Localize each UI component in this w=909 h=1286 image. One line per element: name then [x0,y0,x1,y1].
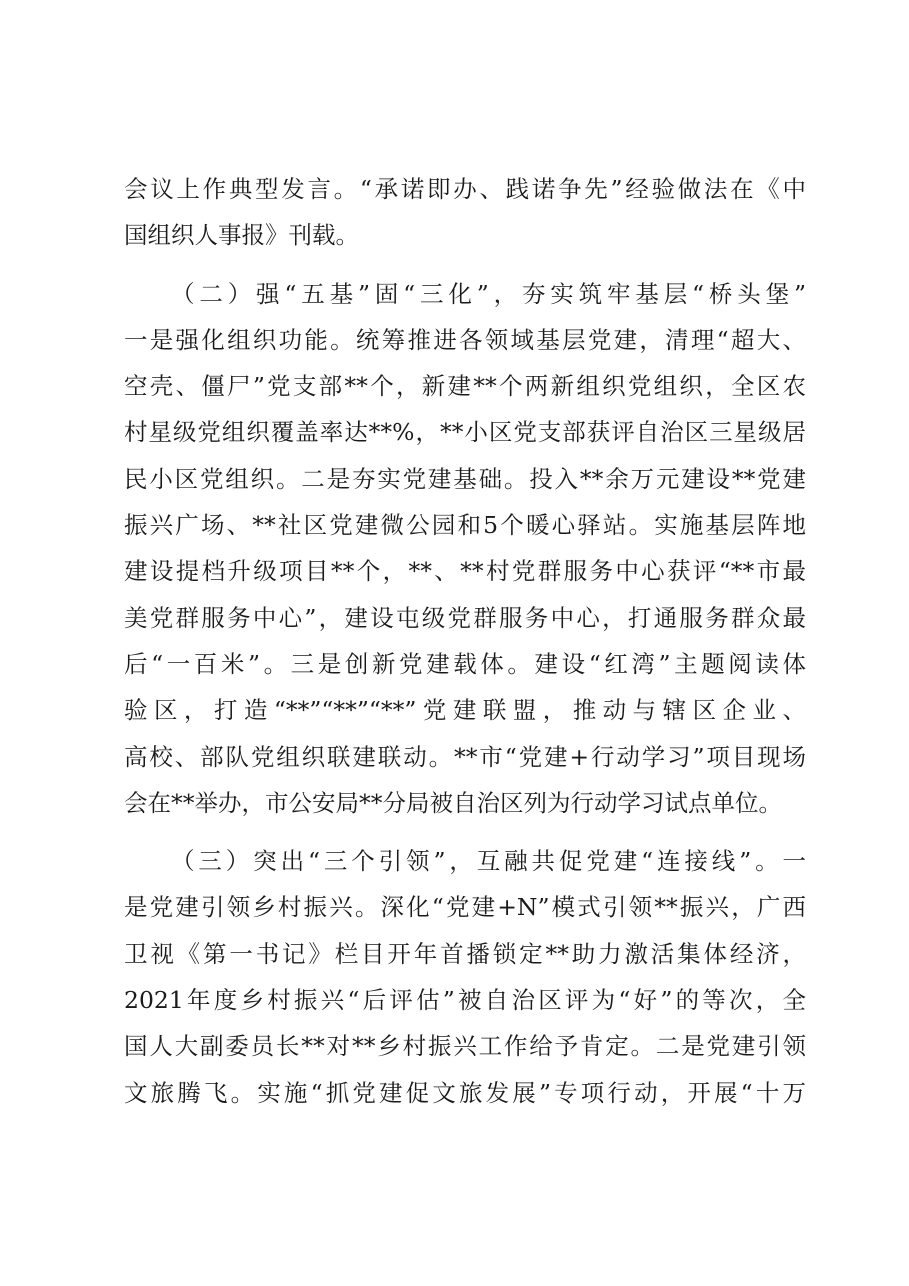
paragraph-2 [124,271,806,827]
text-line: 会议上作典型发言。“承诺即办、践诺争先”经验做法在《中 [124,175,806,203]
document-body [124,166,806,1116]
text-line: 会在**举办，市公安局**分局被自治区列为行动学习试点单位。 [124,788,782,817]
text-line: 国人大副委员长**对**乡村振兴工作给予肯定。二是党建引领 [124,1032,806,1061]
text-line: 国组织人事报》刊载。 [124,221,359,250]
text-line: 验区，打造“**”“**”“**”党建联盟，推动与辖区企业、 [124,696,806,725]
paragraph-3 [124,838,806,1116]
text-line: 民小区党组织。二是夯实党建基础。投入**余万元建设**党建 [124,464,806,493]
text-line: 建设提档升级项目**个，**、**村党群服务中心获评“**市最 [124,557,806,586]
text-line: 卫视《第一书记》栏目开年首播锁定**助力激活集体经济， [124,939,806,968]
text-line: 振兴广场、**社区党建微公园和5个暖心驿站。实施基层阵地 [124,511,806,540]
paragraph-gap [124,259,806,271]
text-line: 2021年度乡村振兴“后评估”被自治区评为“好”的等次，全 [124,986,806,1015]
text-line: 村星级党组织覆盖率达**%，**小区党支部获评自治区三星级居 [124,418,806,447]
paragraph-gap [124,826,806,838]
text-line: 一是强化组织功能。统筹推进各领域基层党建，清理“超大、 [124,325,806,354]
text-line: 美党群服务中心”，建设屯级党群服务中心，打通服务群众最 [124,603,806,632]
text-line: 文旅腾飞。实施“抓党建促文旅发展”专项行动，开展“十万 [124,1078,806,1107]
text-line: 高校、部队党组织联建联动。**市“党建+行动学习”项目现场 [124,742,806,771]
text-line: 是党建引领乡村振兴。深化“党建+N”模式引领**振兴，广西 [124,893,806,922]
section-heading-2: （二）强“五基”固“三化”，夯实筑牢基层“桥头堡” [171,279,806,308]
section-heading-3: （三）突出“三个引领”，互融共促党建“连接线”。一 [171,847,806,876]
text-line: 空壳、僵尸”党支部**个，新建**个两新组织党组织，全区农 [124,372,806,401]
paragraph-1 [124,166,806,259]
text-line: 后“一百米”。三是创新党建载体。建设“红湾”主题阅读体 [124,649,806,678]
